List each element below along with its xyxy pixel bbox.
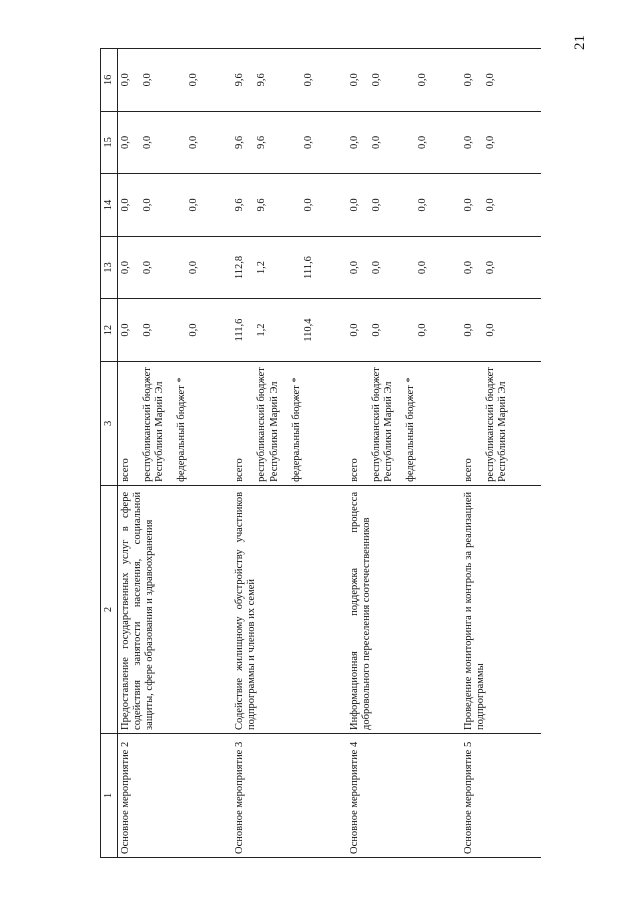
value: 0,0 xyxy=(463,260,475,275)
col-header-16: 16 xyxy=(101,49,118,112)
funding-sources xyxy=(461,361,541,485)
value: 0,0 xyxy=(142,73,154,87)
table-row xyxy=(461,49,541,858)
activity-name: Основное мероприятие 5 xyxy=(461,733,541,857)
activity-description: Информационная поддержка процесса добровольного переселения соотечественников xyxy=(347,485,461,733)
value: 0,0 xyxy=(188,323,200,337)
value-cell xyxy=(461,49,541,112)
value: 0,0 xyxy=(348,135,360,149)
funding-sources xyxy=(118,361,233,485)
col-header-1: 1 xyxy=(101,733,118,857)
funding-source-label: всего xyxy=(120,458,131,482)
value: 0,0 xyxy=(188,198,200,212)
value: 0,0 xyxy=(120,260,131,275)
value: 0,0 xyxy=(370,73,382,87)
funding-source-label: республиканский бюджет Республики Марий Эл xyxy=(370,367,394,482)
activity-name: Основное мероприятие 3 xyxy=(232,733,346,857)
funding-sources xyxy=(232,361,346,485)
value: 9,6 xyxy=(234,198,246,212)
value: 0,0 xyxy=(120,73,131,87)
value-cell xyxy=(232,111,346,174)
value: 0,0 xyxy=(485,323,497,337)
table-row xyxy=(118,49,233,858)
funding-source-label: республиканский бюджет Республики Марий Эл xyxy=(485,367,509,482)
value: 9,6 xyxy=(256,135,268,149)
value-cell xyxy=(347,174,461,237)
budget-table xyxy=(100,48,541,858)
value: 0,0 xyxy=(417,135,428,149)
funding-source-label: всего xyxy=(234,458,246,482)
value: 0,0 xyxy=(463,323,475,337)
value: 0,0 xyxy=(348,198,360,212)
value: 0,0 xyxy=(302,73,314,87)
value: 111,6 xyxy=(302,256,314,279)
value: 9,6 xyxy=(256,73,268,87)
funding-source-label: федеральный бюджет * xyxy=(176,377,188,482)
value-cell xyxy=(461,299,541,362)
col-header-14: 14 xyxy=(101,174,118,237)
value: 9,6 xyxy=(256,198,268,212)
funding-sources xyxy=(347,361,461,485)
value-cell xyxy=(232,49,346,112)
value: 0,0 xyxy=(417,198,428,212)
funding-source-label: республиканский бюджет Республики Марий Эл xyxy=(256,367,280,482)
value: 0,0 xyxy=(370,260,382,275)
funding-source-label: республиканский бюджет Республики Марий Эл xyxy=(142,367,166,482)
activity-name: Основное мероприятие 2 xyxy=(118,733,233,857)
value: 0,0 xyxy=(120,323,131,337)
value: 1,2 xyxy=(256,260,268,275)
value: 112,8 xyxy=(234,255,246,280)
value: 0,0 xyxy=(188,73,200,87)
table-row xyxy=(347,49,461,858)
value-cell xyxy=(461,174,541,237)
value-cell xyxy=(118,111,233,174)
value-cell xyxy=(347,111,461,174)
activity-description: Содействие жилищному обустройству участников подпрограммы и членов их семей xyxy=(232,485,346,733)
value-cell xyxy=(232,299,346,362)
col-header-12: 12 xyxy=(101,299,118,362)
value: 0,0 xyxy=(302,198,314,212)
activity-name: Основное мероприятие 4 xyxy=(347,733,461,857)
value-cell xyxy=(461,236,541,299)
col-header-2: 2 xyxy=(101,485,118,733)
value: 0,0 xyxy=(485,135,497,149)
table-row xyxy=(232,49,346,858)
value: 0,0 xyxy=(370,198,382,212)
col-header-15: 15 xyxy=(101,111,118,174)
value: 1,2 xyxy=(256,323,268,337)
col-header-13: 13 xyxy=(101,236,118,299)
value: 0,0 xyxy=(370,323,382,337)
value-cell xyxy=(461,111,541,174)
activity-description: Проведение мониторинга и контроль за реализацией подпрограммы xyxy=(461,485,541,733)
value: 0,0 xyxy=(302,135,314,149)
value: 110,4 xyxy=(302,318,314,342)
value-cell xyxy=(347,299,461,362)
value-cell xyxy=(118,299,233,362)
value: 0,0 xyxy=(485,260,497,275)
value: 0,0 xyxy=(142,198,154,212)
value: 0,0 xyxy=(370,135,382,149)
value: 0,0 xyxy=(463,198,475,212)
value: 0,0 xyxy=(463,73,475,87)
value: 0,0 xyxy=(348,323,360,337)
value: 111,6 xyxy=(234,318,246,342)
value-cell xyxy=(118,49,233,112)
value: 0,0 xyxy=(120,135,131,149)
value: 0,0 xyxy=(463,135,475,149)
value-cell xyxy=(232,174,346,237)
value: 0,0 xyxy=(485,73,497,87)
value: 0,0 xyxy=(417,73,428,87)
funding-source-label: федеральный бюджет * xyxy=(290,377,302,482)
value: 0,0 xyxy=(142,323,154,337)
rotated-table-container xyxy=(100,48,530,858)
col-header-3: 3 xyxy=(101,361,118,485)
header-row xyxy=(101,49,118,858)
value-cell xyxy=(347,236,461,299)
value: 0,0 xyxy=(188,135,200,149)
value: 0,0 xyxy=(485,198,497,212)
value: 0,0 xyxy=(348,73,360,87)
value: 0,0 xyxy=(417,260,428,275)
funding-source-label: федеральный бюджет * xyxy=(404,377,416,482)
funding-source-label: всего xyxy=(348,458,360,482)
value: 0,0 xyxy=(120,198,131,212)
value: 0,0 xyxy=(417,323,428,337)
value: 0,0 xyxy=(348,260,360,275)
value: 0,0 xyxy=(142,135,154,149)
value: 9,6 xyxy=(234,135,246,149)
activity-description: Предоставление государственных услуг в сфере содействия занятости населения, социальной защиты, сфере образования и здравоохранения xyxy=(118,485,233,733)
value: 9,6 xyxy=(234,73,246,87)
value-cell xyxy=(118,236,233,299)
value-cell xyxy=(347,49,461,112)
value-cell xyxy=(232,236,346,299)
value: 0,0 xyxy=(142,260,154,275)
value-cell xyxy=(118,174,233,237)
funding-source-label: всего xyxy=(463,458,475,482)
page-number: 21 xyxy=(572,35,588,50)
value: 0,0 xyxy=(188,260,200,275)
